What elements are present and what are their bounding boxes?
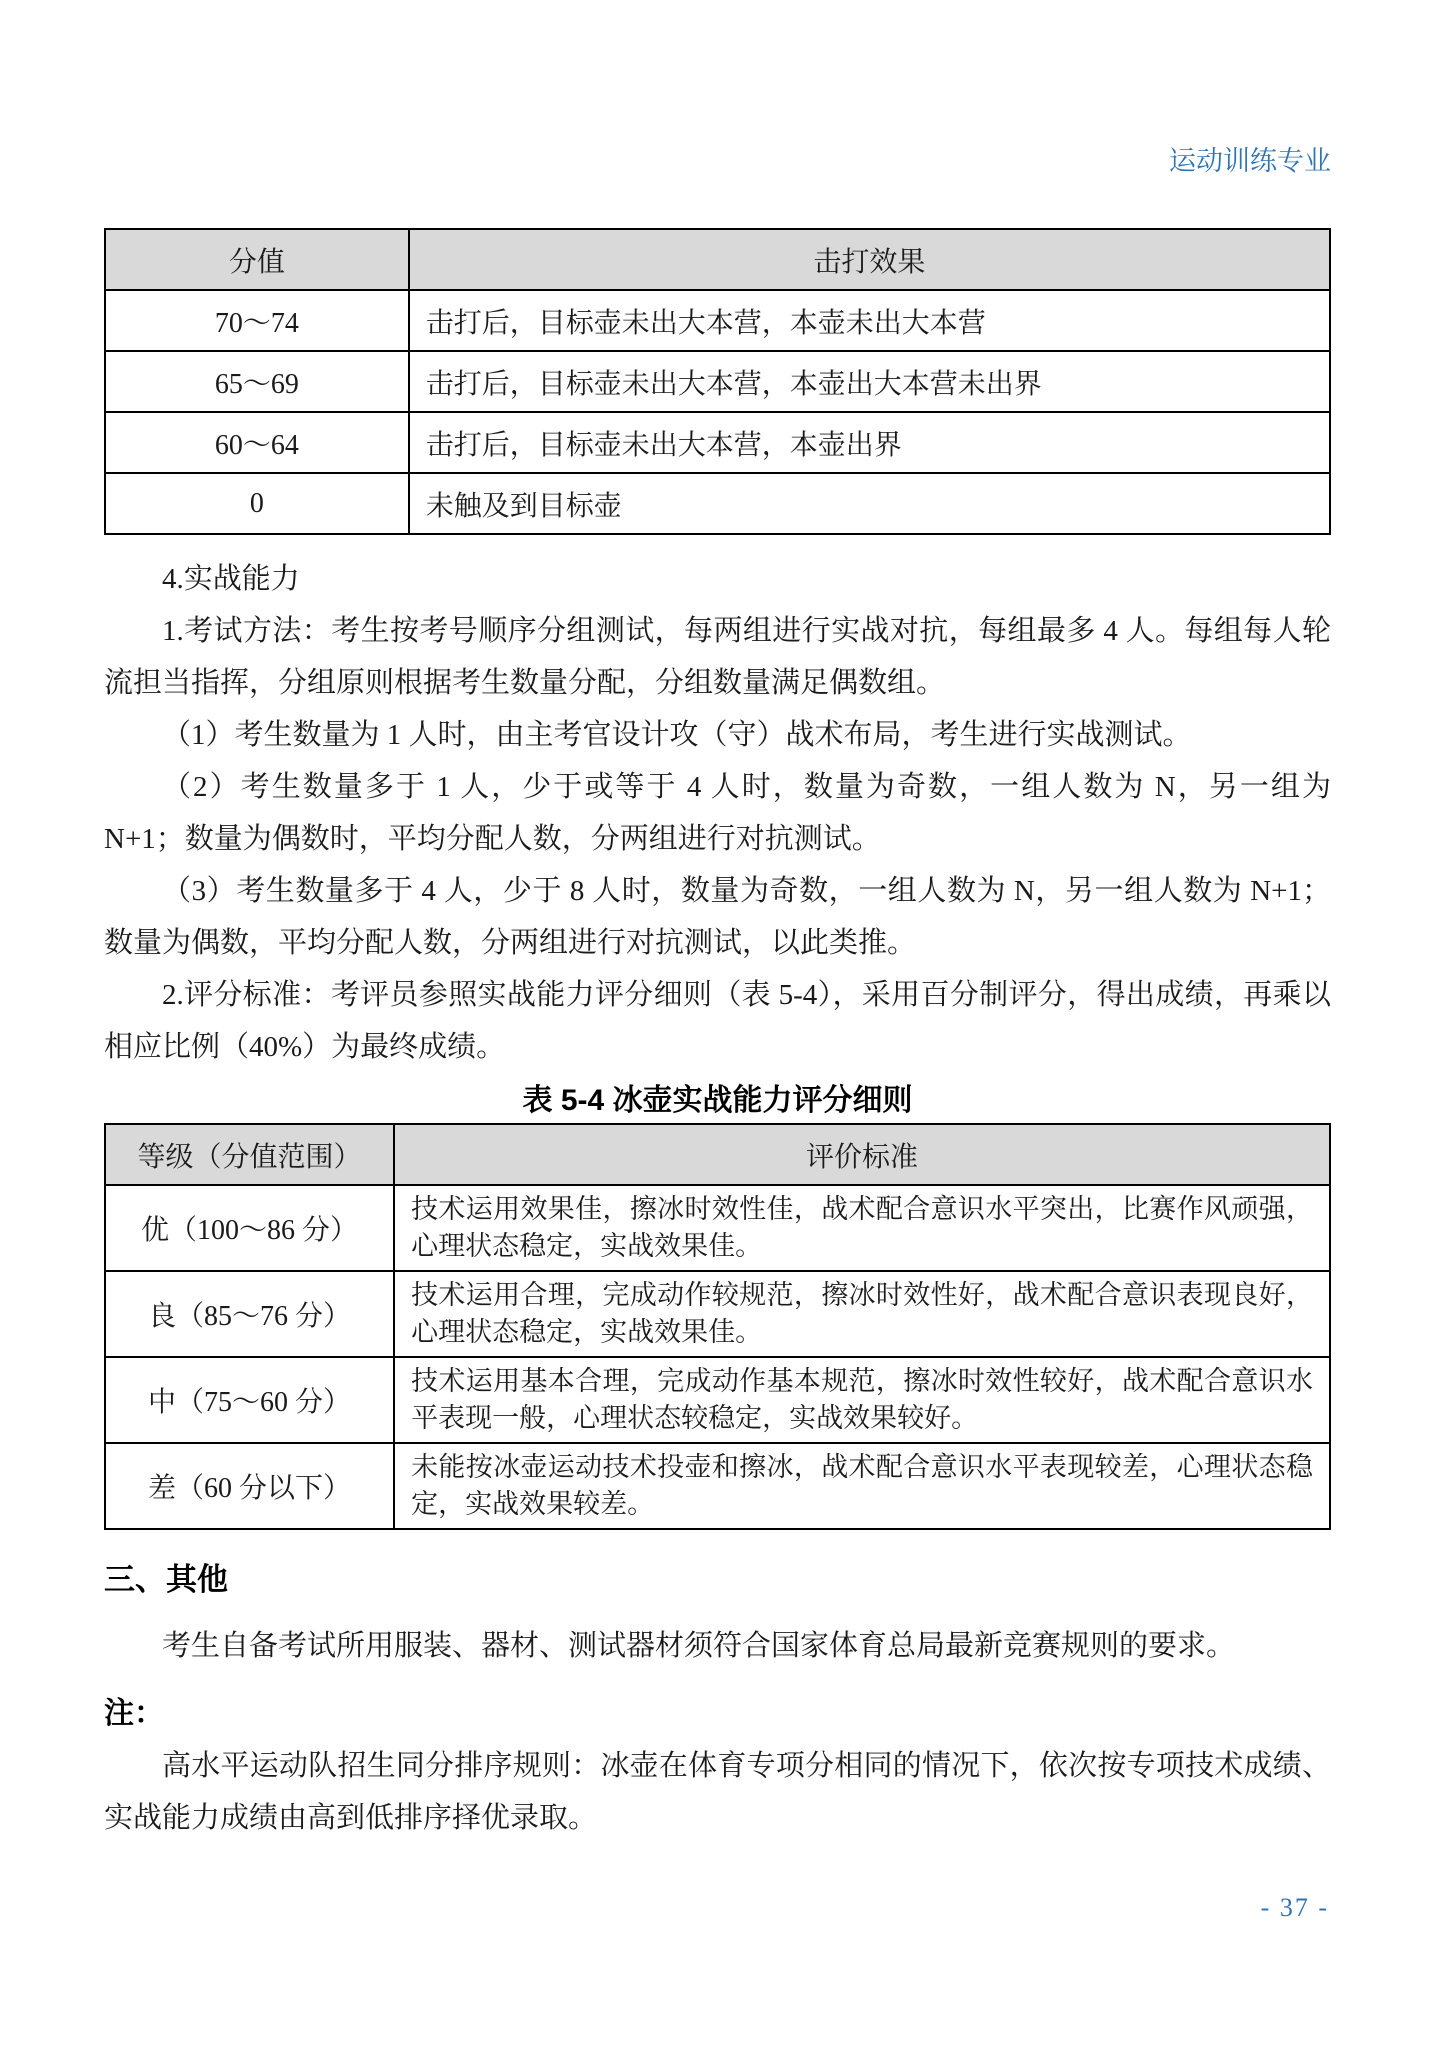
effect-cell: 击打后，目标壶未出大本营，本壶出大本营未出界 bbox=[409, 351, 1330, 412]
table-row bbox=[105, 290, 1330, 351]
table-row bbox=[105, 412, 1330, 473]
table2-header-criteria: 评价标准 bbox=[394, 1124, 1330, 1185]
score-range-cell: 65～69 bbox=[105, 351, 409, 412]
page-header-title: 运动训练专业 bbox=[1169, 146, 1331, 176]
equipment-requirement-paragraph: 考生自备考试所用服装、器材、测试器材须符合国家体育总局最新竞赛规则的要求。 bbox=[162, 1630, 1236, 1662]
criteria-cell: 技术运用合理，完成动作较规范，擦冰时效性好，战术配合意识表现良好，心理状态稳定，实战效果佳。 bbox=[394, 1271, 1330, 1357]
score-range-cell: 70～74 bbox=[105, 290, 409, 351]
criteria-cell: 技术运用效果佳，擦冰时效性佳，战术配合意识水平突出，比赛作风顽强，心理状态稳定，实战效果佳。 bbox=[394, 1185, 1330, 1271]
table-row bbox=[105, 1443, 1330, 1529]
table-row bbox=[105, 1185, 1330, 1271]
exam-method-paragraph: 1.考试方法：考生按考号顺序分组测试，每两组进行实战对抗，每组最多 4 人。每组每人轮流担当指挥，分组原则根据考生数量分配，分组数量满足偶数组。 bbox=[104, 615, 1331, 699]
case-2-paragraph: （2）考生数量多于 1 人，少于或等于 4 人时，数量为奇数，一组人数为 N，另一组为 N+1；数量为偶数时，平均分配人数，分两组进行对抗测试。 bbox=[104, 771, 1331, 855]
effect-cell: 击打后，目标壶未出大本营，本壶未出大本营 bbox=[409, 290, 1330, 351]
table-header-row bbox=[105, 229, 1330, 290]
section-4-heading: 4.实战能力 bbox=[162, 563, 300, 595]
scoring-standard-paragraph: 2.评分标准：考评员参照实战能力评分细则（表 5-4），采用百分制评分，得出成绩，再乘以相应比例（40%）为最终成绩。 bbox=[104, 979, 1331, 1063]
table2-header-grade: 等级（分值范围） bbox=[105, 1124, 394, 1185]
effect-cell: 击打后，目标壶未出大本营，本壶出界 bbox=[409, 412, 1330, 473]
table1-header-effect: 击打效果 bbox=[409, 229, 1330, 290]
table-row bbox=[105, 473, 1330, 534]
criteria-cell: 未能按冰壶运动技术投壶和擦冰，战术配合意识水平表现较差，心理状态稳定，实战效果较差。 bbox=[394, 1443, 1330, 1529]
grade-cell: 优（100～86 分） bbox=[105, 1185, 394, 1271]
grade-cell: 良（85～76 分） bbox=[105, 1271, 394, 1357]
combat-ability-scoring-table bbox=[104, 1123, 1331, 1530]
hit-effect-score-table bbox=[104, 228, 1331, 535]
case-1-paragraph: （1）考生数量为 1 人时，由主考官设计攻（守）战术布局，考生进行实战测试。 bbox=[162, 719, 1192, 751]
note-heading: 注： bbox=[104, 1697, 164, 1730]
grade-cell: 差（60 分以下） bbox=[105, 1443, 394, 1529]
score-range-cell: 0 bbox=[105, 473, 409, 534]
criteria-cell: 技术运用基本合理，完成动作基本规范，擦冰时效性较好，战术配合意识水平表现一般，心理状态较稳定，实战效果较好。 bbox=[394, 1357, 1330, 1443]
table-header-row bbox=[105, 1124, 1330, 1185]
table-row bbox=[105, 1357, 1330, 1443]
case-3-paragraph: （3）考生数量多于 4 人，少于 8 人时，数量为奇数，一组人数为 N，另一组人数为 N+1；数量为偶数，平均分配人数，分两组进行对抗测试，以此类推。 bbox=[104, 875, 1331, 959]
note-paragraph: 高水平运动队招生同分排序规则：冰壶在体育专项分相同的情况下，依次按专项技术成绩、实战能力成绩由高到低排序择优录取。 bbox=[104, 1750, 1331, 1834]
body-text-block bbox=[104, 553, 1331, 1073]
section-3-heading: 三、其他 bbox=[104, 1562, 228, 1597]
table-row bbox=[105, 1271, 1330, 1357]
page-number: - 37 - bbox=[1260, 1893, 1329, 1922]
table-5-4-title: 表 5-4 冰壶实战能力评分细则 bbox=[522, 1084, 913, 1117]
score-range-cell: 60～64 bbox=[105, 412, 409, 473]
effect-cell: 未触及到目标壶 bbox=[409, 473, 1330, 534]
table1-header-score: 分值 bbox=[105, 229, 409, 290]
table-row bbox=[105, 351, 1330, 412]
grade-cell: 中（75～60 分） bbox=[105, 1357, 394, 1443]
